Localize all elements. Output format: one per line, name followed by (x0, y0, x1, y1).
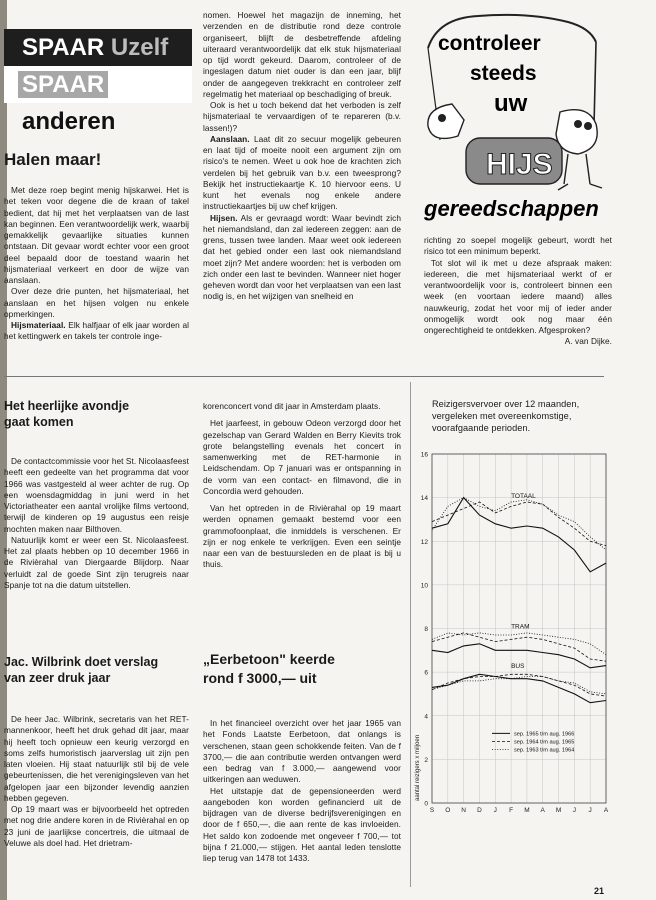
chart-legend-label: sep. 1965 t/m aug. 1966 (514, 731, 575, 738)
article2-heading: Het heerlijke avondje gaat komen (4, 399, 130, 429)
title-banner (4, 29, 192, 135)
chart-x-tick-label: J (572, 807, 576, 814)
chart-y-tick-label: 8 (424, 626, 428, 633)
page-number: 21 (594, 886, 605, 896)
chart-x-tick-label: F (509, 807, 514, 814)
chart-y-tick-label: 10 (420, 582, 428, 590)
chart-x-tick-label: M (524, 807, 530, 814)
article1-col2 (203, 10, 401, 303)
article3-cont-p3: Van het optreden in de Rivièrahal op 19 maart werden opnamen gemaakt bestemd voor een grammofoonplaat, die inmiddels is verschenen. Er zijn er nog enkele te verkrijgen. Even een seintje naar een van de bestuursleden en de plaat is bij u thuis. (203, 503, 401, 570)
chart-x-tick-label: D (477, 807, 482, 814)
chart-y-tick-label: 12 (420, 538, 428, 546)
chart-y-axis-label: aantal reizigers x miljoen (415, 734, 421, 801)
article1-col1-p1: Met deze roep begint menig hijskarwei. Het is het teken voor degene die de kraan of takel bedient, dat hij met het verplaatsen van de last kan beginnen. Een verantwoordelijk werk, waarbij gemakkelijk gevaarlijke situaties kunnen ontstaan. Dit gevaar wordt echter voor een groot deel bepaald door de toestand waarin het hijsmateriaal verkeert en door de wijze van aanslaan. (4, 185, 189, 285)
article1-col3-p2: Tot slot wil ik met u deze afspraak maken: iedereen, die met hijsmateriaal werkt of er verantwoordelijk voor is, controleert binnen een week (en voortaan iedere maand) alles nauwkeurig, zodat het voor mij of ieder ander onmogelijk wordt ook nog maar één ongerechtigheid te ontdekken. Afgesproken? (424, 257, 612, 335)
cartoon-fish-icon (428, 104, 464, 138)
hoist-cartoon (418, 8, 610, 230)
article4-p1: In het financieel overzicht over het jaar 1965 van het Fonds Laatste Eerbetoon, dat onlangs is verschenen, staan geen schokkende feiten. Van de f 3700,— die aan contributie werden ontvangen werd een bedrag van f 3.000,— aangewend voor uitkeringen aan weduwen. (203, 718, 401, 785)
article3-p1: De heer Jac. Wilbrink, secretaris van het RET-mannenkoor, heeft het druk gehad dit jaar, maar hij heeft toch opnieuw een keurig verzorgd en soms zelfs humoristisch jaarverslag uit zijn pen laten vloeien. Hij staat natuurlijk stil bij de vele gebeurtenissen, die het verenigingsleven van het afgelopen jaar een bijzonder levendig aanzien hebben gegeven. (4, 714, 189, 803)
article2-p1: De contactcommissie voor het St. Nicolaasfeest heeft een gedeelte van het programma dat voor 1966 was vastgesteld al weer achter de rug. Op een woensdagmiddag in juni werd in het Victoriatheater een aantal vrolijke films vertoond, terwijl de kinderen op 19 augustus een reisje mochten maken naar Bilthoven. (4, 456, 189, 534)
article1-col2-p3: Aanslaan. Laat dit zo secuur mogelijk gebeuren en laat tijd of moeite nooit een argument zijn om risico's te nemen. Weet u ook hoe de krachten zich verdelen bij het gebruik van b.v. een tweesprong? Bekijk het instructiekaartje K. 10 hiervoor eens. U kunt het evenals nog enkele andere instructiekaartjes bij uw chef krijgen. (203, 133, 401, 212)
article1-heading: Halen maar! (4, 150, 102, 169)
article3-cont-p2: Het jaarfeest, in gebouw Odeon verzorgd door het gezelschap van Gerard Walden en Berry Kievits trok grote belangstelling evenals het concert in samenwerking met de RET-harmonie in Leidschendam. Op 7 januari was er ontspanning in de vorm van een contact- en filmavond, die in Concordia werd gehouden. (203, 418, 401, 496)
article1-col1-p2: Over deze drie punten, het hijsmateriaal, het aanslaan en het hijsen volgen nu enkele opmerkingen. (4, 286, 189, 319)
passenger-chart (414, 398, 614, 888)
chart-legend-label: sep. 1964 t/m aug. 1965 (514, 739, 575, 746)
chart-canvas (414, 398, 614, 888)
chart-series-line (432, 633, 606, 661)
article2-p2: Natuurlijk komt er weer een St. Nicolaasfeest. Het zal plaats hebben op 10 december 1966 in de Rivièrahal van Diergaarde Blijdorp. Naar verluidt zal de goede Sint zijn terugreis naar Spanje tot na die datum uitstellen. (4, 534, 189, 590)
article1-col1 (4, 185, 189, 343)
article1-col2-p1: nomen. Hoewel het magazijn de inneming, het verzenden en de distributie rond deze controle organiseert, blijft de desbetreffende afdeling uiteraard verantwoordelijk dat elk stuk hijsmateriaal op tijd wordt gekeurd. Daarom, controleer of de ingeslagen datum niet ouder is dan een jaar, blijf onder de aangegeven trekkracht en controleer zelf regelmatig het materiaal op beschadiging of breuk. (203, 10, 401, 99)
article4-p2: Het uitstapje dat de gepensioneerden werd aangeboden kon worden gefinancierd uit de bijdragen van de diverse bedrijfsverenigingen en door de f 650,—, die aan rente de kas invloeiden. Het saldo kon zodoende met ongeveer f 700,— tot bijna f 21.000,— stijgen. Het aantal leden tenslotte liep terug van 1478 tot 1433. (203, 785, 401, 863)
cartoon-text-line1: controleer (438, 32, 541, 55)
article3-heading: Jac. Wilbrink doet verslag van zeer druk jaar (4, 655, 159, 685)
cartoon-text-line2: steeds (470, 62, 537, 85)
cartoon-text-line5: gereedschappen (424, 196, 599, 221)
section-divider (4, 376, 604, 377)
article2-body (4, 456, 189, 591)
chart-y-tick-label: 14 (420, 495, 428, 503)
hoist-cartoon-drawing (418, 8, 610, 230)
chart-y-tick-label: 0 (424, 800, 428, 808)
article1-col3 (424, 235, 612, 348)
chart-x-tick-label: S (429, 807, 435, 814)
title-banner-line2: SPAAR anderen (4, 66, 192, 103)
article3-continued (203, 401, 401, 571)
chart-series-line (432, 498, 606, 550)
chart-title: Reizigersvervoer over 12 maanden, vergeleken met overeenkomstige, voorafgaande perioden. (432, 399, 580, 433)
chart-group-label: TOTAAL (511, 492, 536, 500)
chart-x-tick-label: O (445, 807, 451, 814)
article4-body (203, 718, 401, 864)
article3-p2: Op 19 maart was er bijvoorbeeld het optreden met nog drie andere koren in de Rivièrahal en op 23 juni de jaarlijkse concertreis, die uitmaal de Veluwe als doel had. Het drietram- (4, 804, 189, 848)
article1-col2-p2: Ook is het u toch bekend dat het verboden is zelf hijsmateriaal te vervaardigen of te repareren (b.v. lassen!)? (203, 100, 401, 133)
article1-col3-p1: richting zo soepel mogelijk gebeurt, wordt het risico tot een minimum beperkt. (424, 235, 612, 257)
chart-x-tick-label: A (540, 807, 545, 814)
article1-col2-p4: Hijsen. Als er gevraagd wordt: Waar bevindt zich het niemandsland, dan zal iedereen zeggen: aan de grens, tussen twee landen. Maar weet ook iedereen dat het gebied onder een last ook niemandsland moet zijn? Met andere woorden: het is verboden om zich onder een last te bevinden. Wanneer niet hoger geheven wordt dan voor het verplaatsen van een last nodig is, en het wijzigen van snelheid en (203, 212, 401, 302)
chart-y-tick-label: 6 (424, 669, 428, 677)
chart-legend-label: sep. 1963 t/m aug. 1964 (514, 747, 575, 754)
article4-heading: „Eerbetoon" keerde rond f 3000,— uit (203, 651, 335, 686)
cartoon-creature-icon (556, 110, 597, 154)
chart-x-tick-label: N (461, 807, 466, 814)
chart-y-tick-label: 16 (420, 451, 428, 459)
article1-col1-p3: Hijsmateriaal. Elk halfjaar of elk jaar worden al het kettingwerk en takels ter controle inge- (4, 320, 189, 342)
article1-signature: A. van Dijke. (564, 336, 612, 347)
chart-x-tick-label: J (493, 807, 497, 814)
chart-x-tick-label: A (603, 807, 609, 814)
article3-body (4, 714, 189, 849)
chart-x-tick-label: M (555, 807, 562, 814)
chart-series-line (432, 502, 606, 546)
cartoon-text-line3: uw (494, 90, 528, 117)
cartoon-text-line4: HIJS (486, 148, 553, 181)
column-divider (410, 382, 411, 887)
chart-group-label: BUS (511, 662, 525, 670)
chart-series-line (432, 498, 606, 572)
chart-group-label: TRAM (511, 623, 530, 631)
chart-y-tick-label: 2 (424, 756, 428, 764)
chart-x-tick-label: J (588, 807, 592, 814)
title-banner-line1: SPAAR Uzelf (4, 29, 192, 66)
chart-y-tick-label: 4 (424, 713, 428, 721)
article3-cont-p1: korenconcert vond dit jaar in Amsterdam plaats. (203, 401, 381, 411)
